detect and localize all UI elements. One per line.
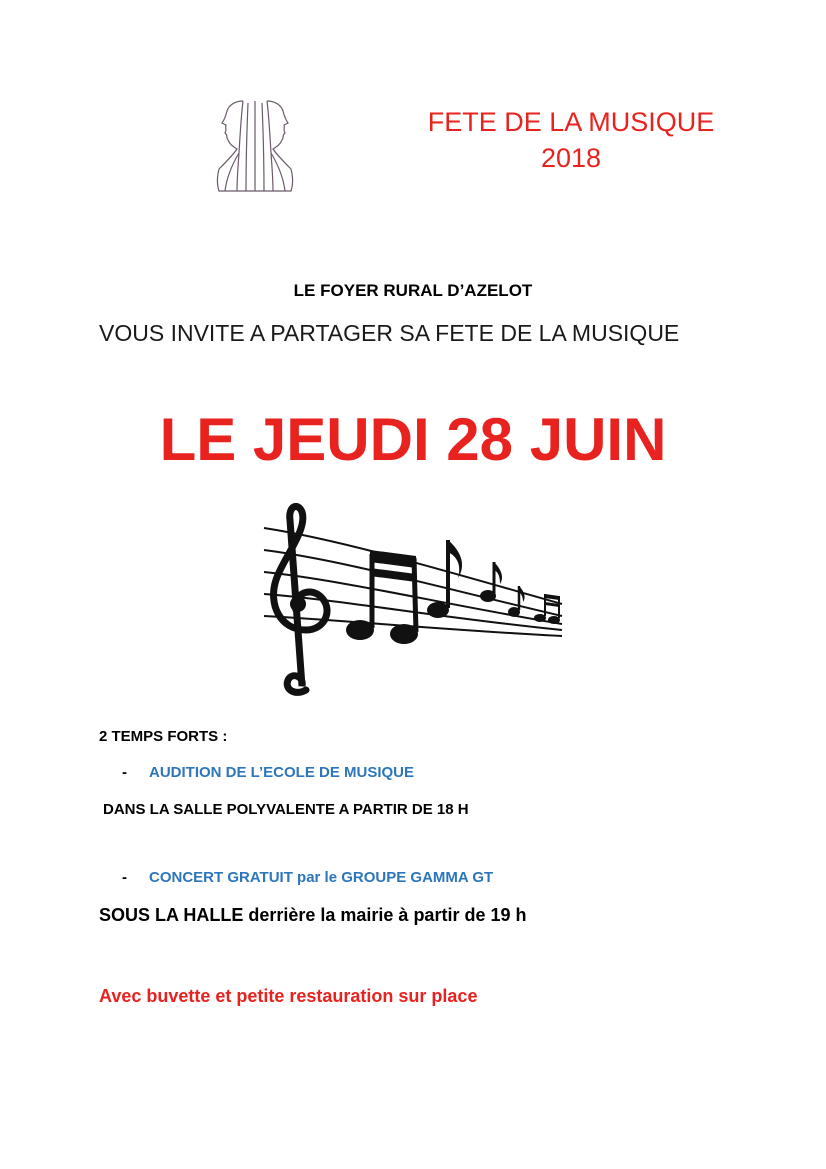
footer-note: Avec buvette et petite restauration sur place [99,986,478,1006]
invitation-text: VOUS INVITE A PARTAGER SA FETE DE LA MUSIQUE [99,320,680,346]
highlights-heading: 2 TEMPS FORTS : [99,728,228,745]
event-title [400,104,742,176]
highlight-label: CONCERT GRATUIT par le GROUPE GAMMA GT [149,869,494,886]
highlight-detail: SOUS LA HALLE derrière la mairie à partir de 19 h [99,905,527,925]
two-faces-logo-icon [213,97,297,195]
event-title-line1: FETE DE LA MUSIQUE [427,107,715,137]
list-item [122,869,493,886]
highlight-detail: DANS LA SALLE POLYVALENTE A PARTIR DE 18 H [103,801,469,818]
event-date-heading: LE JEUDI 28 JUIN [159,406,667,473]
bullet-dash: - [122,869,127,886]
bullet-dash: - [122,764,127,781]
organizer-name: LE FOYER RURAL D’AZELOT [293,281,533,300]
event-title-year: 2018 [540,143,602,173]
list-item [122,764,414,781]
music-notes-icon [262,500,564,703]
highlight-label: AUDITION DE L’ECOLE DE MUSIQUE [149,764,415,781]
